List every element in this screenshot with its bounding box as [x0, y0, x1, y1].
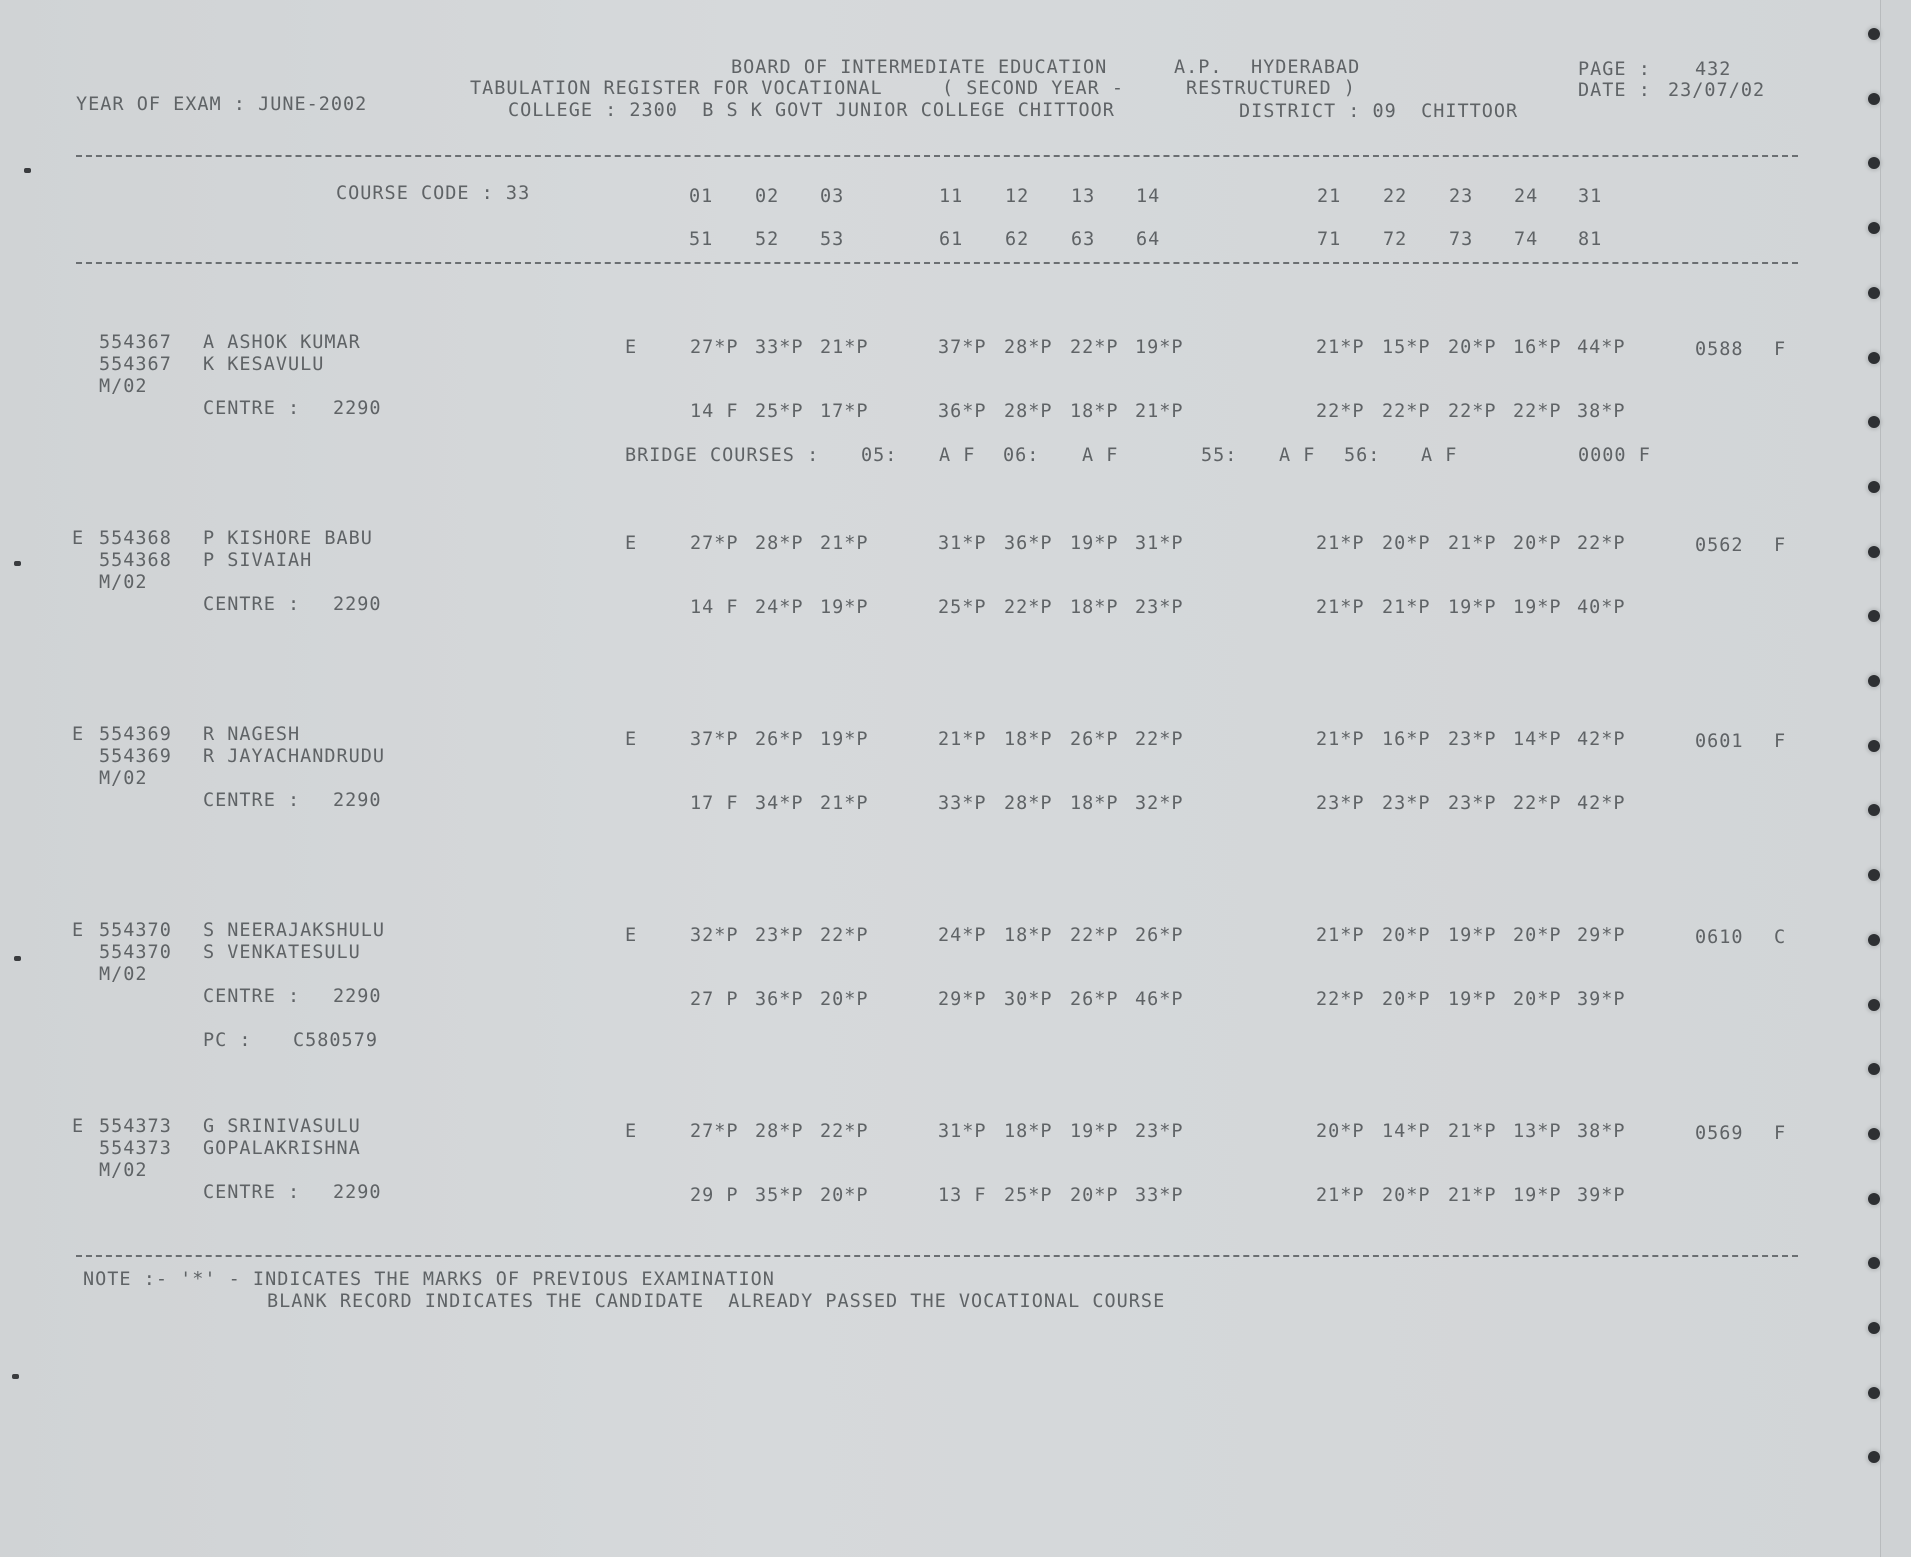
margin-tick	[14, 956, 21, 961]
subject-mark: 15*P	[1382, 337, 1431, 358]
record-prefix: E	[72, 1116, 85, 1137]
subject-mark: 16*P	[1382, 729, 1431, 750]
course-column-code: 31	[1578, 186, 1603, 207]
subject-mark: 29*P	[1577, 925, 1626, 946]
medium-code: E	[625, 729, 638, 750]
date-label: DATE :	[1578, 80, 1651, 101]
subject-mark: 22*P	[1070, 925, 1119, 946]
subject-mark: 38*P	[1577, 401, 1626, 422]
hall-ticket-number: 554369	[99, 724, 172, 745]
restructured-label: RESTRUCTURED )	[1186, 78, 1356, 99]
subject-mark: 24*P	[755, 597, 804, 618]
subject-mark: 21*P	[820, 793, 869, 814]
subject-mark: 14 F	[690, 597, 739, 618]
subject-mark: 23*P	[1135, 1121, 1184, 1142]
subject-mark: 26*P	[1070, 989, 1119, 1010]
subject-mark: 19*P	[1513, 597, 1562, 618]
feed-hole	[1868, 352, 1880, 364]
course-column-code: 24	[1514, 186, 1539, 207]
pc-number: C580579	[293, 1030, 378, 1051]
subject-mark: 17 F	[690, 793, 739, 814]
hall-ticket-number: 554373	[99, 1138, 172, 1159]
medium-code: E	[625, 337, 638, 358]
candidate-name: R NAGESH	[203, 724, 301, 745]
subject-mark: 16*P	[1513, 337, 1562, 358]
result-code: F	[1774, 339, 1787, 360]
subject-mark: 21*P	[820, 533, 869, 554]
feed-hole	[1868, 1193, 1880, 1205]
subject-mark: 39*P	[1577, 989, 1626, 1010]
feed-hole	[1868, 999, 1880, 1011]
result-code: F	[1774, 1123, 1787, 1144]
subject-mark: 31*P	[938, 533, 987, 554]
course-column-code: 53	[820, 229, 845, 250]
hall-ticket-number: 554368	[99, 550, 172, 571]
subject-mark: 22*P	[1577, 533, 1626, 554]
subject-mark: 31*P	[1135, 533, 1184, 554]
subject-mark: 29 P	[690, 1185, 739, 1206]
subject-mark: 21*P	[1135, 401, 1184, 422]
medium-code: E	[625, 925, 638, 946]
course-column-code: 22	[1383, 186, 1408, 207]
subject-mark: 14*P	[1382, 1121, 1431, 1142]
centre-code: 2290	[333, 790, 382, 811]
subject-mark: 18*P	[1070, 401, 1119, 422]
subject-mark: 19*P	[1448, 597, 1497, 618]
divider-under-header	[76, 262, 1798, 264]
subject-mark: 27*P	[690, 337, 739, 358]
feed-hole	[1868, 1128, 1880, 1140]
candidate-name: A ASHOK KUMAR	[203, 332, 361, 353]
subject-mark: 39*P	[1577, 1185, 1626, 1206]
subject-mark: 21*P	[1448, 1185, 1497, 1206]
subject-mark: 26*P	[1070, 729, 1119, 750]
subject-mark: 36*P	[938, 401, 987, 422]
subject-mark: 22*P	[1513, 793, 1562, 814]
page-number: 432	[1695, 59, 1732, 80]
subject-mark: 21*P	[1448, 533, 1497, 554]
subject-mark: 27*P	[690, 1121, 739, 1142]
hall-ticket-number: 554367	[99, 354, 172, 375]
subject-mark: 28*P	[1004, 793, 1053, 814]
total-marks: 0610	[1695, 927, 1744, 948]
subject-mark: 23*P	[1448, 729, 1497, 750]
city-name: HYDERABAD	[1251, 57, 1361, 78]
bridge-course-result: A F	[1421, 445, 1458, 466]
course-column-code: 11	[939, 186, 964, 207]
feed-hole	[1868, 481, 1880, 493]
centre-label: CENTRE :	[203, 594, 301, 615]
subject-mark: 38*P	[1577, 1121, 1626, 1142]
subject-mark: 25*P	[1004, 1185, 1053, 1206]
subject-mark: 19*P	[1070, 533, 1119, 554]
divider-bottom	[76, 1255, 1798, 1257]
district-line: DISTRICT : 09 CHITTOOR	[1239, 101, 1519, 122]
course-column-code: 03	[820, 186, 845, 207]
centre-label: CENTRE :	[203, 790, 301, 811]
subject-mark: 20*P	[1382, 989, 1431, 1010]
college-line: COLLEGE : 2300 B S K GOVT JUNIOR COLLEGE CHITTOOR	[508, 100, 1115, 121]
record-prefix: E	[72, 920, 85, 941]
subject-mark: 25*P	[938, 597, 987, 618]
feed-hole	[1868, 740, 1880, 752]
subject-mark: 21*P	[1316, 597, 1365, 618]
candidate-name: G SRINIVASULU	[203, 1116, 361, 1137]
subject-mark: 19*P	[1448, 925, 1497, 946]
subject-mark: 26*P	[755, 729, 804, 750]
father-name: GOPALAKRISHNA	[203, 1138, 361, 1159]
subject-mark: 36*P	[755, 989, 804, 1010]
subject-mark: 20*P	[820, 989, 869, 1010]
board-name: BOARD OF INTERMEDIATE EDUCATION	[731, 57, 1108, 78]
course-column-code: 81	[1578, 229, 1603, 250]
subject-mark: 36*P	[1004, 533, 1053, 554]
subject-mark: 46*P	[1135, 989, 1184, 1010]
subject-mark: 18*P	[1070, 793, 1119, 814]
course-column-code: 21	[1317, 186, 1342, 207]
course-column-code: 62	[1005, 229, 1030, 250]
medium-code: E	[625, 1121, 638, 1142]
father-name: R JAYACHANDRUDU	[203, 746, 386, 767]
subject-mark: 21*P	[1316, 533, 1365, 554]
feed-hole	[1868, 934, 1880, 946]
subject-mark: 27*P	[690, 533, 739, 554]
centre-code: 2290	[333, 1182, 382, 1203]
subject-mark: 42*P	[1577, 793, 1626, 814]
subject-mark: 19*P	[1513, 1185, 1562, 1206]
subject-mark: 20*P	[820, 1185, 869, 1206]
subject-mark: 28*P	[1004, 337, 1053, 358]
total-marks: 0588	[1695, 339, 1744, 360]
total-marks: 0601	[1695, 731, 1744, 752]
subject-mark: 42*P	[1577, 729, 1626, 750]
course-column-code: 12	[1005, 186, 1030, 207]
margin-tick	[14, 561, 21, 566]
centre-code: 2290	[333, 986, 382, 1007]
margin-tick	[12, 1374, 19, 1379]
subject-mark: 28*P	[755, 533, 804, 554]
subject-mark: 19*P	[1070, 1121, 1119, 1142]
subject-mark: 19*P	[1448, 989, 1497, 1010]
subject-mark: 20*P	[1448, 337, 1497, 358]
subject-mark: 14*P	[1513, 729, 1562, 750]
centre-code: 2290	[333, 594, 382, 615]
page-label: PAGE :	[1578, 59, 1651, 80]
subject-mark: 44*P	[1577, 337, 1626, 358]
subject-mark: 20*P	[1513, 989, 1562, 1010]
subject-mark: 22*P	[1135, 729, 1184, 750]
course-column-code: 02	[755, 186, 780, 207]
subject-mark: 23*P	[1448, 793, 1497, 814]
subject-mark: 22*P	[1070, 337, 1119, 358]
feed-hole	[1868, 1322, 1880, 1334]
subject-mark: 34*P	[755, 793, 804, 814]
register-title: TABULATION REGISTER FOR VOCATIONAL	[470, 78, 883, 99]
course-column-code: 71	[1317, 229, 1342, 250]
subject-mark: 28*P	[755, 1121, 804, 1142]
batch-code: M/02	[99, 572, 148, 593]
subject-mark: 22*P	[820, 925, 869, 946]
total-marks: 0562	[1695, 535, 1744, 556]
feed-hole	[1868, 28, 1880, 40]
subject-mark: 37*P	[938, 337, 987, 358]
subject-mark: 32*P	[690, 925, 739, 946]
centre-code: 2290	[333, 398, 382, 419]
subject-mark: 17*P	[820, 401, 869, 422]
subject-mark: 21*P	[938, 729, 987, 750]
bridge-course-result: A F	[939, 445, 976, 466]
course-column-code: 63	[1071, 229, 1096, 250]
subject-mark: 32*P	[1135, 793, 1184, 814]
bridge-courses-label: BRIDGE COURSES :	[625, 445, 820, 466]
subject-mark: 28*P	[1004, 401, 1053, 422]
hall-ticket-number: 554370	[99, 942, 172, 963]
year-of-exam: YEAR OF EXAM : JUNE-2002	[76, 94, 368, 115]
subject-mark: 22*P	[1448, 401, 1497, 422]
margin-tick	[24, 168, 31, 173]
subject-mark: 24*P	[938, 925, 987, 946]
subject-mark: 18*P	[1004, 729, 1053, 750]
subject-mark: 13 F	[938, 1185, 987, 1206]
note-line-1: NOTE :- '*' - INDICATES THE MARKS OF PREVIOUS EXAMINATION	[83, 1269, 775, 1290]
subject-mark: 21*P	[1316, 1185, 1365, 1206]
divider-top	[76, 155, 1798, 157]
subject-mark: 22*P	[820, 1121, 869, 1142]
subject-mark: 33*P	[1135, 1185, 1184, 1206]
bridge-course-result: A F	[1279, 445, 1316, 466]
record-prefix: E	[72, 724, 85, 745]
batch-code: M/02	[99, 376, 148, 397]
centre-label: CENTRE :	[203, 986, 301, 1007]
subject-mark: 20*P	[1513, 925, 1562, 946]
bridge-total: 0000 F	[1578, 445, 1651, 466]
subject-mark: 37*P	[690, 729, 739, 750]
subject-mark: 40*P	[1577, 597, 1626, 618]
father-name: K KESAVULU	[203, 354, 325, 375]
subject-mark: 30*P	[1004, 989, 1053, 1010]
subject-mark: 20*P	[1316, 1121, 1365, 1142]
record-prefix: E	[72, 528, 85, 549]
hall-ticket-number: 554368	[99, 528, 172, 549]
course-column-code: 23	[1449, 186, 1474, 207]
course-column-code: 73	[1449, 229, 1474, 250]
course-column-code: 61	[939, 229, 964, 250]
feed-hole	[1868, 869, 1880, 881]
bridge-course-code: 05:	[861, 445, 898, 466]
subject-mark: 33*P	[938, 793, 987, 814]
subject-mark: 18*P	[1004, 1121, 1053, 1142]
subject-mark: 26*P	[1135, 925, 1184, 946]
bridge-course-code: 56:	[1344, 445, 1381, 466]
subject-mark: 20*P	[1382, 1185, 1431, 1206]
subject-mark: 21*P	[1316, 337, 1365, 358]
course-column-code: 72	[1383, 229, 1408, 250]
subject-mark: 23*P	[755, 925, 804, 946]
subject-mark: 19*P	[820, 729, 869, 750]
feed-hole	[1868, 93, 1880, 105]
result-code: F	[1774, 731, 1787, 752]
subject-mark: 14 F	[690, 401, 739, 422]
result-code: F	[1774, 535, 1787, 556]
subject-mark: 23*P	[1135, 597, 1184, 618]
hall-ticket-number: 554373	[99, 1116, 172, 1137]
subject-mark: 21*P	[1382, 597, 1431, 618]
father-name: P SIVAIAH	[203, 550, 313, 571]
hall-ticket-number: 554370	[99, 920, 172, 941]
subject-mark: 20*P	[1382, 533, 1431, 554]
result-code: C	[1774, 927, 1787, 948]
year-part: ( SECOND YEAR -	[942, 78, 1125, 99]
subject-mark: 35*P	[755, 1185, 804, 1206]
feed-hole	[1868, 1387, 1880, 1399]
feed-hole	[1868, 546, 1880, 558]
father-name: S VENKATESULU	[203, 942, 361, 963]
course-column-code: 14	[1136, 186, 1161, 207]
subject-mark: 20*P	[1513, 533, 1562, 554]
centre-label: CENTRE :	[203, 1182, 301, 1203]
course-column-code: 13	[1071, 186, 1096, 207]
subject-mark: 22*P	[1382, 401, 1431, 422]
note-line-2: BLANK RECORD INDICATES THE CANDIDATE ALREADY PASSED THE VOCATIONAL COURSE	[267, 1291, 1166, 1312]
course-code: COURSE CODE : 33	[336, 183, 531, 204]
subject-mark: 21*P	[820, 337, 869, 358]
subject-mark: 21*P	[1316, 925, 1365, 946]
total-marks: 0569	[1695, 1123, 1744, 1144]
centre-label: CENTRE :	[203, 398, 301, 419]
hall-ticket-number: 554367	[99, 332, 172, 353]
subject-mark: 29*P	[938, 989, 987, 1010]
subject-mark: 19*P	[820, 597, 869, 618]
course-column-code: 51	[689, 229, 714, 250]
subject-mark: 27 P	[690, 989, 739, 1010]
tractor-feed-strip	[1880, 0, 1911, 1557]
course-column-code: 52	[755, 229, 780, 250]
subject-mark: 19*P	[1135, 337, 1184, 358]
subject-mark: 22*P	[1513, 401, 1562, 422]
pc-label: PC :	[203, 1030, 252, 1051]
subject-mark: 23*P	[1382, 793, 1431, 814]
course-column-code: 01	[689, 186, 714, 207]
course-column-code: 64	[1136, 229, 1161, 250]
subject-mark: 33*P	[755, 337, 804, 358]
course-column-code: 74	[1514, 229, 1539, 250]
subject-mark: 21*P	[1448, 1121, 1497, 1142]
subject-mark: 22*P	[1004, 597, 1053, 618]
candidate-name: P KISHORE BABU	[203, 528, 373, 549]
subject-mark: 13*P	[1513, 1121, 1562, 1142]
candidate-name: S NEERAJAKSHULU	[203, 920, 386, 941]
subject-mark: 18*P	[1004, 925, 1053, 946]
subject-mark: 22*P	[1316, 401, 1365, 422]
state-code: A.P.	[1174, 57, 1223, 78]
batch-code: M/02	[99, 964, 148, 985]
subject-mark: 22*P	[1316, 989, 1365, 1010]
date-value: 23/07/02	[1668, 80, 1766, 101]
medium-code: E	[625, 533, 638, 554]
subject-mark: 20*P	[1070, 1185, 1119, 1206]
feed-hole	[1868, 222, 1880, 234]
batch-code: M/02	[99, 1160, 148, 1181]
subject-mark: 25*P	[755, 401, 804, 422]
feed-hole	[1868, 675, 1880, 687]
bridge-course-result: A F	[1082, 445, 1119, 466]
hall-ticket-number: 554369	[99, 746, 172, 767]
feed-hole	[1868, 287, 1880, 299]
subject-mark: 21*P	[1316, 729, 1365, 750]
batch-code: M/02	[99, 768, 148, 789]
bridge-course-code: 55:	[1201, 445, 1238, 466]
subject-mark: 23*P	[1316, 793, 1365, 814]
subject-mark: 20*P	[1382, 925, 1431, 946]
bridge-course-code: 06:	[1003, 445, 1040, 466]
subject-mark: 18*P	[1070, 597, 1119, 618]
subject-mark: 31*P	[938, 1121, 987, 1142]
